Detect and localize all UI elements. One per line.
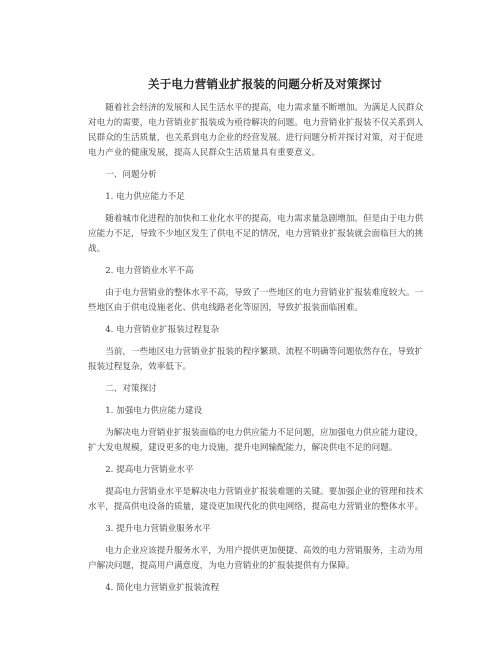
problem-4-text: 当前，一些地区电力营销业扩报装的程序繁琐、流程不明确等问题依然存在，导致扩报装过程复杂，效率低下。 (88, 347, 424, 372)
intro-paragraph: 随着社会经济的发展和人民生活水平的提高，电力需求量不断增加。为满足人民群众对电力的需要，电力营销业扩报装成为亟待解决的问题。电力营销业扩报装不仅关系到人民群众的生活质量，也关系到电力企业的经营发展。进行问题分析并探讨对策，对于促进电力产业的健康发展，提高人民群众生活质量具有重要意义。 (88, 103, 424, 158)
section-heading-problems: 一、问题分析 (105, 170, 157, 180)
document-title: 关于电力营销业扩报装的问题分析及对策探讨 (148, 77, 382, 91)
problem-1-text: 随着城市化进程的加快和工业化水平的提高，电力需求量急剧增加。但是由于电力供应能力不足，导致不少地区发生了供电不足的情况，电力营销业扩报装就会面临巨大的挑战。 (88, 214, 424, 254)
solution-3-heading: 3. 提升电力营销业服务水平 (105, 524, 211, 534)
problem-1-heading: 1. 电力供应能力不足 (105, 192, 185, 202)
solution-2-heading: 2. 提高电力营销业水平 (105, 465, 194, 475)
section-heading-solutions: 二、对策探讨 (105, 384, 157, 394)
solution-1-heading: 1. 加强电力供应能力建设 (105, 406, 203, 416)
problem-2-text: 由于电力营销业的整体水平不高，导致了一些地区的电力营销业扩报装难度较大。一些地区由于供电设施老化、供电线路老化等原因，导致扩报装面临困难。 (88, 288, 424, 313)
problem-2-heading: 2. 电力营销业水平不高 (105, 266, 194, 276)
solution-1-text: 为解决电力营销业扩报装面临的电力供应能力不足问题，应加强电力供应能力建设，扩大发电规模，建设更多的电力设施，提升电网输配能力，解决供电不足的问题。 (88, 428, 424, 453)
solution-4-heading: 4. 简化电力营销业扩报装流程 (105, 583, 220, 593)
solution-2-text: 提高电力营销业水平是解决电力营销业扩报装难题的关键。要加强企业的管理和技术水平，提高供电设备的质量，建设更加现代化的供电网络，提高电力营销业的整体水平。 (88, 487, 424, 512)
problem-4-heading: 4. 电力营销业扩报装过程复杂 (105, 325, 220, 335)
solution-3-text: 电力企业应该提升服务水平，为用户提供更加便捷、高效的电力营销服务，主动为用户解决问题，提高用户满意度，为电力营销业的扩报装提供有力保障。 (88, 546, 424, 571)
document-body (88, 101, 428, 596)
